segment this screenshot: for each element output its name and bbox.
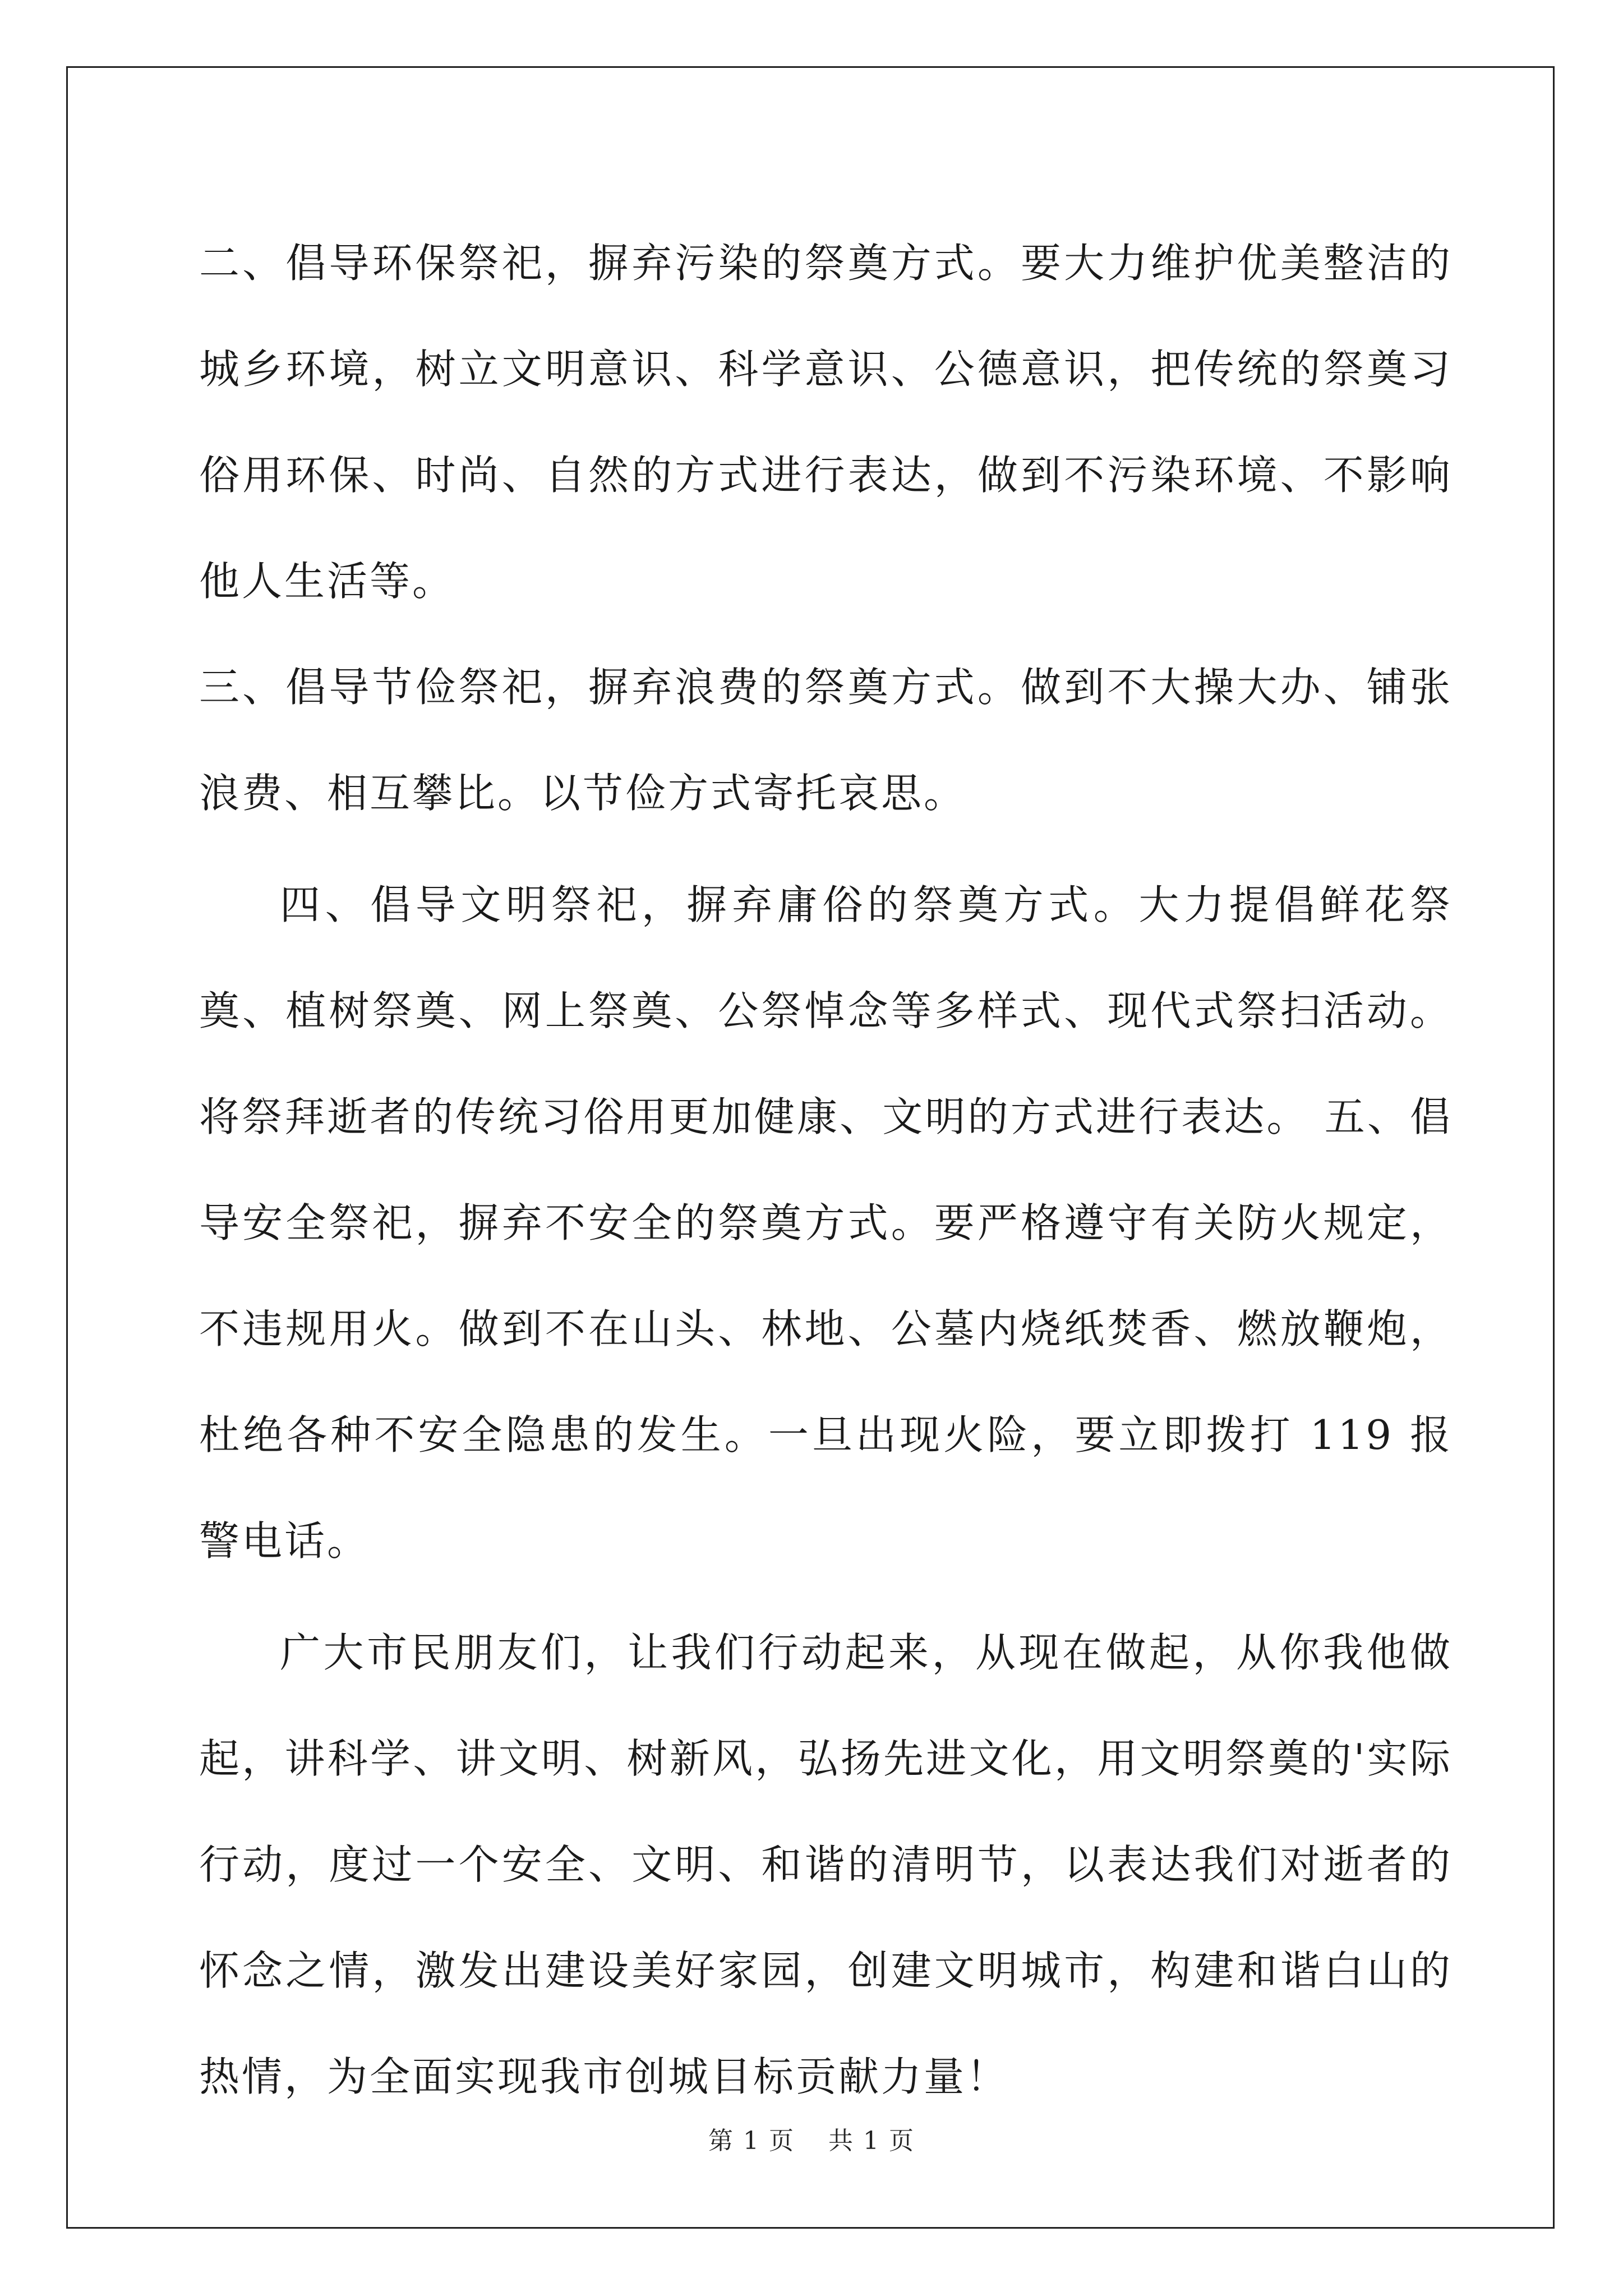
paragraph-civilized-safe-worship: 四、倡导文明祭祀，摒弃庸俗的祭奠方式。大力提倡鲜花祭奠、植树祭奠、网上祭奠、公祭悼念等多样式、现代式祭扫活动。将祭拜逝者的传统习俗用更加健康、文明的方式进行表达。 五、倡导安全祭祀，摒弃不安全的祭奠方式。要严格遵守有关防火规定，不违规用火。做到不在山头、林地、公墓内烧纸焚香、燃放鞭炮，杜绝各种不安全隐患的发生。一旦出现火险，要立即拨打 119 报警电话。 xyxy=(199,881,1453,1565)
page-footer xyxy=(0,2120,1623,2156)
paragraph-call-to-action: 广大市民朋友们，让我们行动起来，从现在做起，从你我他做起，讲科学、讲文明、树新风，弘扬先进文化，用文明祭奠的'实际行动，度过一个安全、文明、和谐的清明节，以表达我们对逝者的怀念之情，激发出建设美好家园，创建文明城市，构建和谐白山的热情，为全面实现我市创城目标贡献力量！ xyxy=(199,1629,1453,2100)
paragraph-environmental-worship: 二、倡导环保祭祀，摒弃污染的祭奠方式。要大力维护优美整洁的城乡环境，树立文明意识、科学意识、公德意识，把传统的祭奠习俗用环保、时尚、自然的方式进行表达，做到不污染环境、不影响他人生活等。 xyxy=(199,240,1453,605)
page-number: 第 1 页 xyxy=(708,2127,795,2155)
paragraph-frugal-worship: 三、倡导节俭祭祀，摒弃浪费的祭奠方式。做到不大操大办、铺张浪费、相互攀比。以节俭方式寄托哀思。 xyxy=(199,664,1453,817)
page-total: 共 1 页 xyxy=(828,2127,915,2155)
document-body xyxy=(199,210,1453,2130)
